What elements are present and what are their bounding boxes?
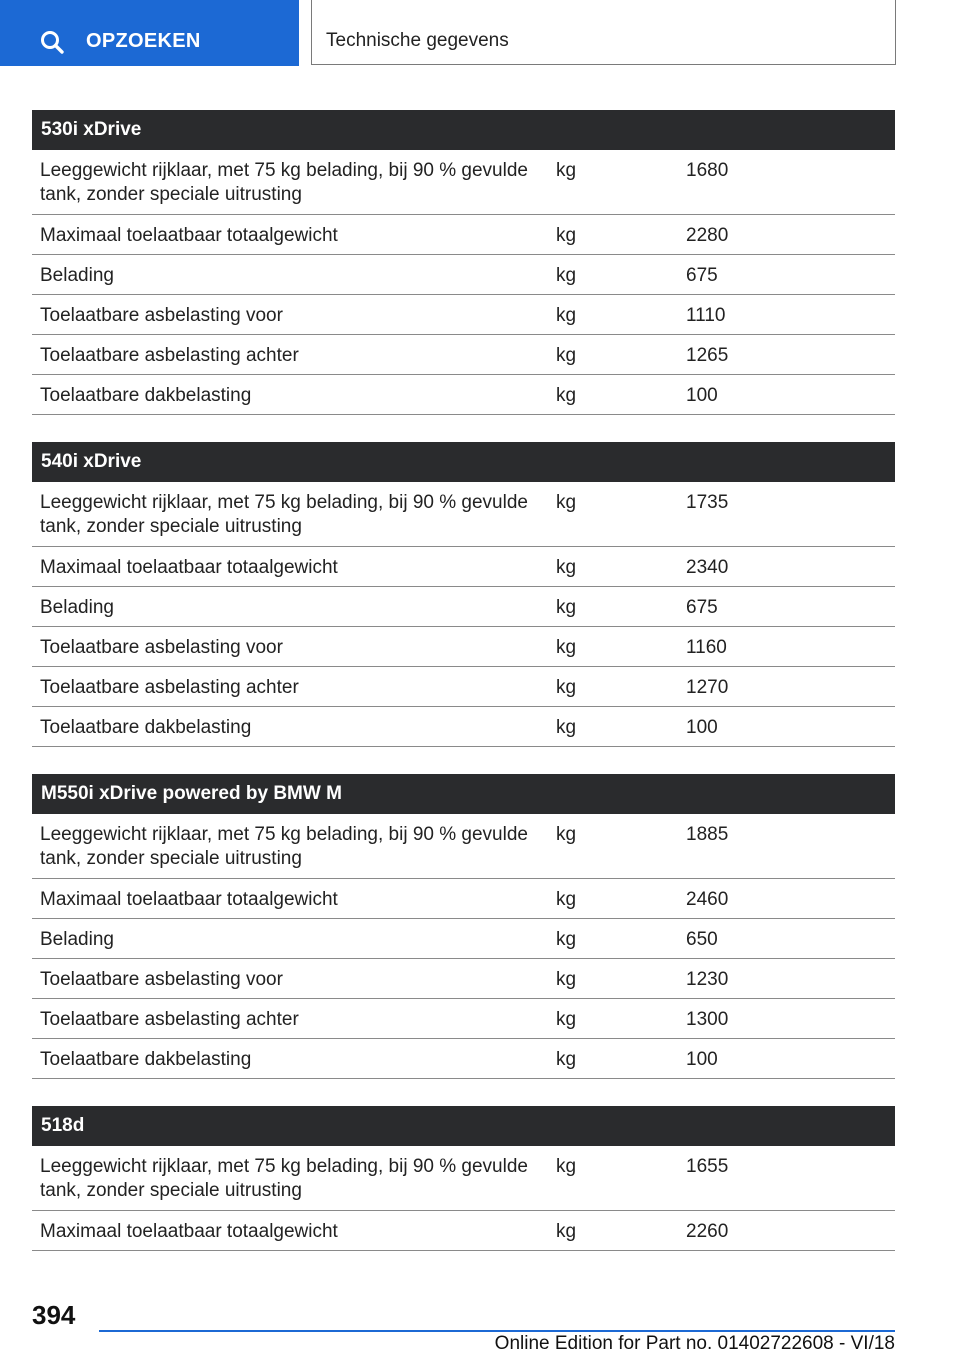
row-unit: kg xyxy=(556,1156,577,1177)
row-label: Leeggewicht rijklaar, met 75 kg belading, bij 90 % gevulde tank, zonder speciale uitrusting xyxy=(40,160,528,205)
spec-table-m550i xyxy=(32,774,895,1079)
row-label: Toelaatbare dakbelasting xyxy=(40,717,252,738)
row-unit: kg xyxy=(556,345,577,366)
table-row xyxy=(32,335,895,375)
row-value: 1230 xyxy=(686,969,729,990)
row-value: 1265 xyxy=(686,345,729,366)
row-unit: kg xyxy=(556,717,577,738)
row-label: Belading xyxy=(40,597,114,618)
table-row xyxy=(32,959,895,999)
table-row xyxy=(32,919,895,959)
row-label: Toelaatbare asbelasting achter xyxy=(40,1009,299,1030)
table-row xyxy=(32,627,895,667)
row-label: Toelaatbare dakbelasting xyxy=(40,1049,252,1070)
spec-table-518d xyxy=(32,1106,895,1251)
table-row xyxy=(32,255,895,295)
row-unit: kg xyxy=(556,305,577,326)
row-value: 2340 xyxy=(686,557,729,578)
row-unit: kg xyxy=(556,557,577,578)
search-button[interactable] xyxy=(0,0,299,66)
row-value: 675 xyxy=(686,597,718,618)
row-unit: kg xyxy=(556,637,577,658)
row-value: 1885 xyxy=(686,824,729,845)
row-unit: kg xyxy=(556,1009,577,1030)
row-label: Belading xyxy=(40,265,114,286)
row-unit: kg xyxy=(556,824,577,845)
table-row xyxy=(32,1211,895,1251)
row-unit: kg xyxy=(556,225,577,246)
row-label: Maximaal toelaatbaar totaalgewicht xyxy=(40,557,338,578)
table-header: 540i xDrive xyxy=(32,442,895,482)
spec-table-540i xyxy=(32,442,895,747)
row-value: 1655 xyxy=(686,1156,729,1177)
row-value: 675 xyxy=(686,265,718,286)
row-label: Toelaatbare asbelasting achter xyxy=(40,345,299,366)
table-row xyxy=(32,295,895,335)
spec-table-530i xyxy=(32,110,895,415)
row-unit: kg xyxy=(556,385,577,406)
row-label: Toelaatbare dakbelasting xyxy=(40,385,252,406)
row-label: Maximaal toelaatbaar totaalgewicht xyxy=(40,889,338,910)
row-unit: kg xyxy=(556,1221,577,1242)
table-row xyxy=(32,375,895,415)
row-label: Toelaatbare asbelasting voor xyxy=(40,637,283,658)
row-value: 1735 xyxy=(686,492,729,513)
table-row xyxy=(32,707,895,747)
row-unit: kg xyxy=(556,160,577,181)
row-unit: kg xyxy=(556,597,577,618)
table-row xyxy=(32,1146,895,1211)
page-number: 394 xyxy=(32,1300,76,1330)
footer-divider xyxy=(99,1330,895,1332)
table-header: M550i xDrive powered by BMW M xyxy=(32,774,895,814)
row-value: 1270 xyxy=(686,677,729,698)
search-icon xyxy=(40,30,66,56)
row-label: Maximaal toelaatbaar totaalgewicht xyxy=(40,1221,338,1242)
row-value: 1300 xyxy=(686,1009,729,1030)
row-label: Leeggewicht rijklaar, met 75 kg belading, bij 90 % gevulde tank, zonder speciale uitrusting xyxy=(40,492,528,537)
row-label: Toelaatbare asbelasting achter xyxy=(40,677,299,698)
search-button-label: OPZOEKEN xyxy=(86,30,201,52)
table-row xyxy=(32,999,895,1039)
section-title: Technische gegevens xyxy=(326,30,509,51)
table-header: 530i xDrive xyxy=(32,110,895,150)
row-label: Leeggewicht rijklaar, met 75 kg belading, bij 90 % gevulde tank, zonder speciale uitrusting xyxy=(40,1156,528,1201)
section-title-box xyxy=(311,0,896,65)
row-value: 100 xyxy=(686,717,718,738)
row-label: Belading xyxy=(40,929,114,950)
table-row xyxy=(32,814,895,879)
table-row xyxy=(32,215,895,255)
row-label: Toelaatbare asbelasting voor xyxy=(40,305,283,326)
table-row xyxy=(32,587,895,627)
table-row xyxy=(32,482,895,547)
row-unit: kg xyxy=(556,889,577,910)
row-value: 1110 xyxy=(686,305,726,326)
row-label: Toelaatbare asbelasting voor xyxy=(40,969,283,990)
row-unit: kg xyxy=(556,969,577,990)
row-label: Leeggewicht rijklaar, met 75 kg belading, bij 90 % gevulde tank, zonder speciale uitrusting xyxy=(40,824,528,869)
table-row xyxy=(32,1039,895,1079)
row-label: Maximaal toelaatbaar totaalgewicht xyxy=(40,225,338,246)
row-unit: kg xyxy=(556,1049,577,1070)
row-unit: kg xyxy=(556,265,577,286)
table-row xyxy=(32,667,895,707)
row-value: 2280 xyxy=(686,225,729,246)
row-value: 100 xyxy=(686,385,718,406)
table-row xyxy=(32,547,895,587)
row-value: 2260 xyxy=(686,1221,729,1242)
top-bar xyxy=(0,0,960,66)
row-value: 1680 xyxy=(686,160,729,181)
row-unit: kg xyxy=(556,929,577,950)
row-value: 100 xyxy=(686,1049,718,1070)
table-row xyxy=(32,879,895,919)
row-value: 2460 xyxy=(686,889,729,910)
row-unit: kg xyxy=(556,492,577,513)
table-row xyxy=(32,150,895,215)
table-header: 518d xyxy=(32,1106,895,1146)
row-unit: kg xyxy=(556,677,577,698)
row-value: 1160 xyxy=(686,637,727,658)
edition-text: Online Edition for Part no. 01402722608 - VI/18 xyxy=(494,1333,895,1354)
row-value: 650 xyxy=(686,929,718,950)
